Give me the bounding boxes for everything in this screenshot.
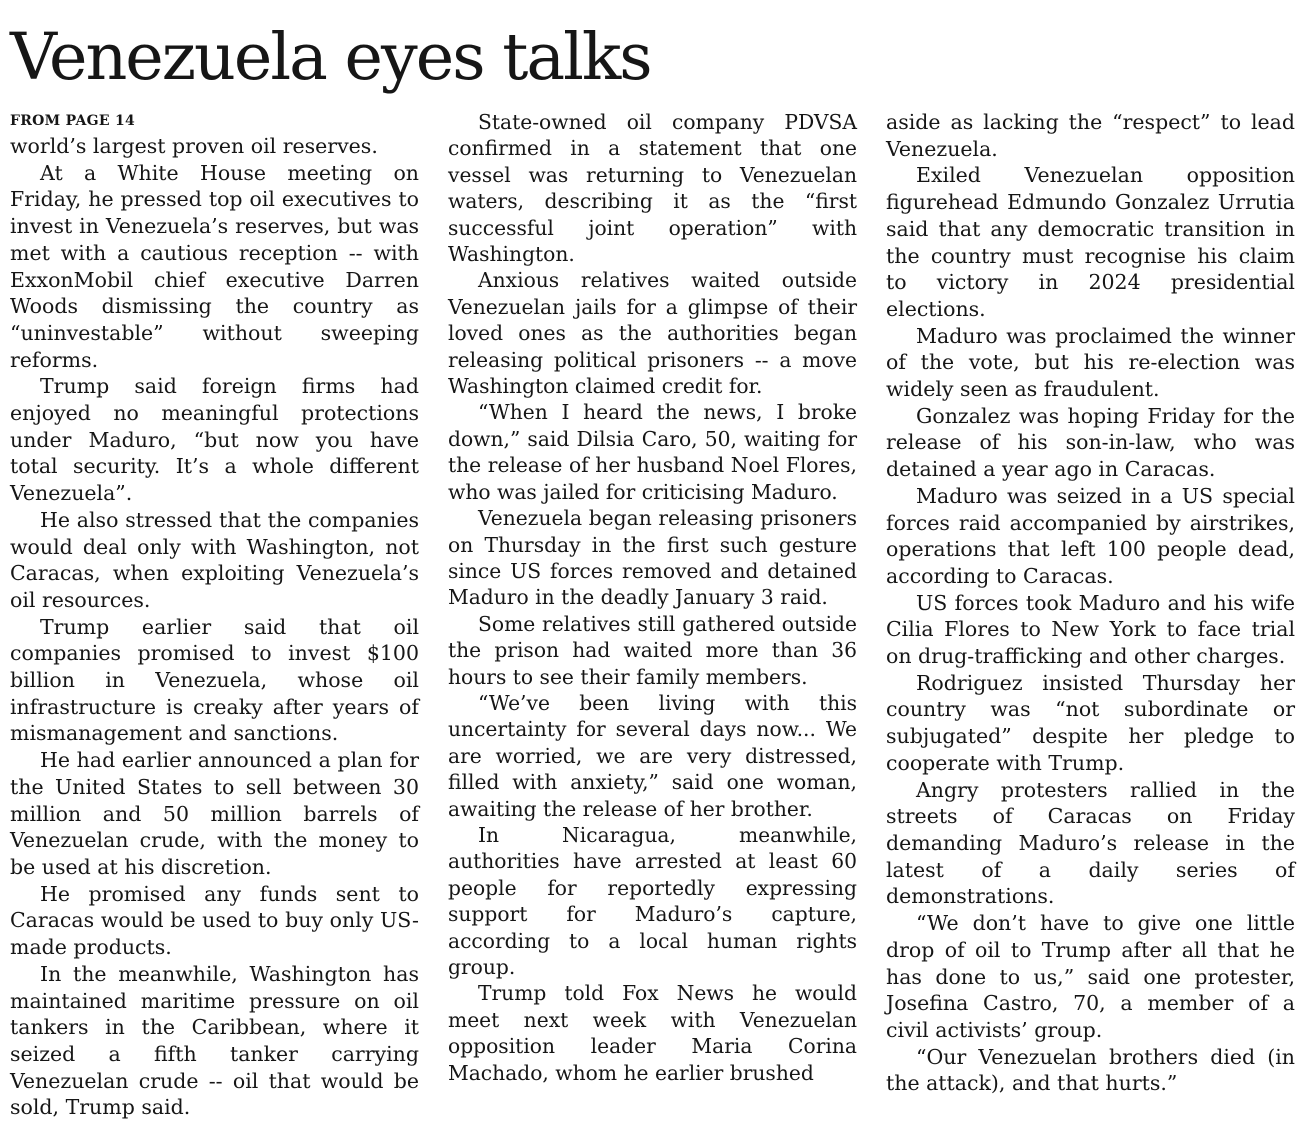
article-paragraph: Rodriguez insisted Thursday her country was “not subordinate or subjugated” despite her pledge to cooperate with Trump.: [886, 670, 1295, 775]
article-paragraph: Anxious relatives waited outside Venezuelan jails for a glimpse of their loved ones as the authorities began releasing political prisoners -- a move Washington claimed credit for.: [448, 268, 857, 399]
article-paragraph: Maduro was seized in a US special forces raid accompanied by airstrikes, operations that left 100 people dead, according to Caracas.: [886, 483, 1295, 588]
article-paragraph: Maduro was proclaimed the winner of the vote, but his re-election was widely seen as fraudulent.: [886, 323, 1295, 402]
article-paragraph: “When I heard the news, I broke down,” said Dilsia Caro, 50, waiting for the release of her husband Noel Flores, who was jailed for criticising Maduro.: [448, 400, 857, 504]
article-paragraph: “We’ve been living with this uncertainty for several days now... We are worried, we are very distressed, filled with anxiety,” said one woman, awaiting the release of her brother.: [448, 690, 857, 821]
article-paragraph: “Our Venezuelan brothers died (in the attack), and that hurts.”: [886, 1044, 1295, 1096]
article-paragraph: Trump told Fox News he would meet next week with Venezuelan opposition leader Maria Corina Machado, whom he earlier brushed: [448, 981, 857, 1085]
article-headline: Venezuela eyes talks: [10, 20, 651, 95]
article-paragraph: Exiled Venezuelan opposition figurehead Edmundo Gonzalez Urrutia said that any democratic transition in the country must recognise his claim to victory in 2024 presidential elections.: [886, 163, 1295, 321]
article-paragraph: US forces took Maduro and his wife Cilia Flores to New York to face trial on drug-trafficking and other charges.: [886, 590, 1295, 669]
article-paragraph: Gonzalez was hoping Friday for the release of his son-in-law, who was detained a year ago in Caracas.: [886, 403, 1295, 482]
continuation-kicker: FROM PAGE 14: [10, 113, 136, 129]
article-paragraph: “We don’t have to give one little drop of oil to Trump after all that he has done to us,” said one protester, Josefina Castro, 70, a member of a civil activists’ group.: [886, 911, 1295, 1042]
article-paragraph: At a White House meeting on Friday, he pressed top oil executives to invest in Venezuela’s reserves, but was met with a cautious reception -- with ExxonMobil chief executive Darren Woods dismissing the country as “uninvestable” without sweeping reforms.: [10, 160, 419, 372]
article-paragraph: Some relatives still gathered outside the prison had waited more than 36 hours to see their family members.: [448, 611, 857, 689]
article-paragraph: Trump said foreign firms had enjoyed no meaningful protections under Maduro, “but now you have total security. It’s a whole different Venezuela”.: [10, 374, 419, 506]
article-column-3: [886, 109, 1295, 1097]
article-paragraph: He also stressed that the companies would deal only with Washington, not Caracas, when exploiting Venezuela’s oil resources.: [10, 507, 419, 612]
article-paragraph: He had earlier announced a plan for the United States to sell between 30 million and 50 million barrels of Venezuelan crude, with the money to be used at his discretion.: [10, 748, 419, 879]
article-paragraph: He promised any funds sent to Caracas would be used to buy only US-made products.: [10, 881, 419, 960]
article-paragraph: In the meanwhile, Washington has maintained maritime pressure on oil tankers in the Caribbean, where it seized a fifth tanker carrying Venezuelan crude -- oil that would be sold, Trump said.: [10, 961, 419, 1120]
article-paragraph: Venezuela began releasing prisoners on Thursday in the first such gesture since US forces removed and detained Maduro in the deadly January 3 raid.: [448, 506, 857, 610]
article-paragraph: Angry protesters rallied in the streets of Caracas on Friday demanding Maduro’s release in the latest of a daily series of demonstrations.: [886, 777, 1295, 909]
article-paragraph: world’s largest proven oil reserves.: [10, 134, 378, 158]
article-column-2: [448, 109, 857, 1086]
article-paragraph: In Nicaragua, meanwhile, authorities have arrested at least 60 people for reportedly expressing support for Maduro’s capture, according to a local human rights group.: [448, 822, 857, 979]
article-paragraph: Trump earlier said that oil companies promised to invest $100 billion in Venezuela, whose oil infrastructure is creaky after years of mismanagement and sanctions.: [10, 614, 419, 746]
article-column-1: [10, 109, 419, 1121]
article-paragraph: aside as lacking the “respect” to lead Venezuela.: [886, 110, 1295, 161]
article-paragraph: State-owned oil company PDVSA confirmed in a statement that one vessel was returning to Venezuelan waters, describing it as the “first successful joint operation” with Washington.: [448, 110, 857, 267]
